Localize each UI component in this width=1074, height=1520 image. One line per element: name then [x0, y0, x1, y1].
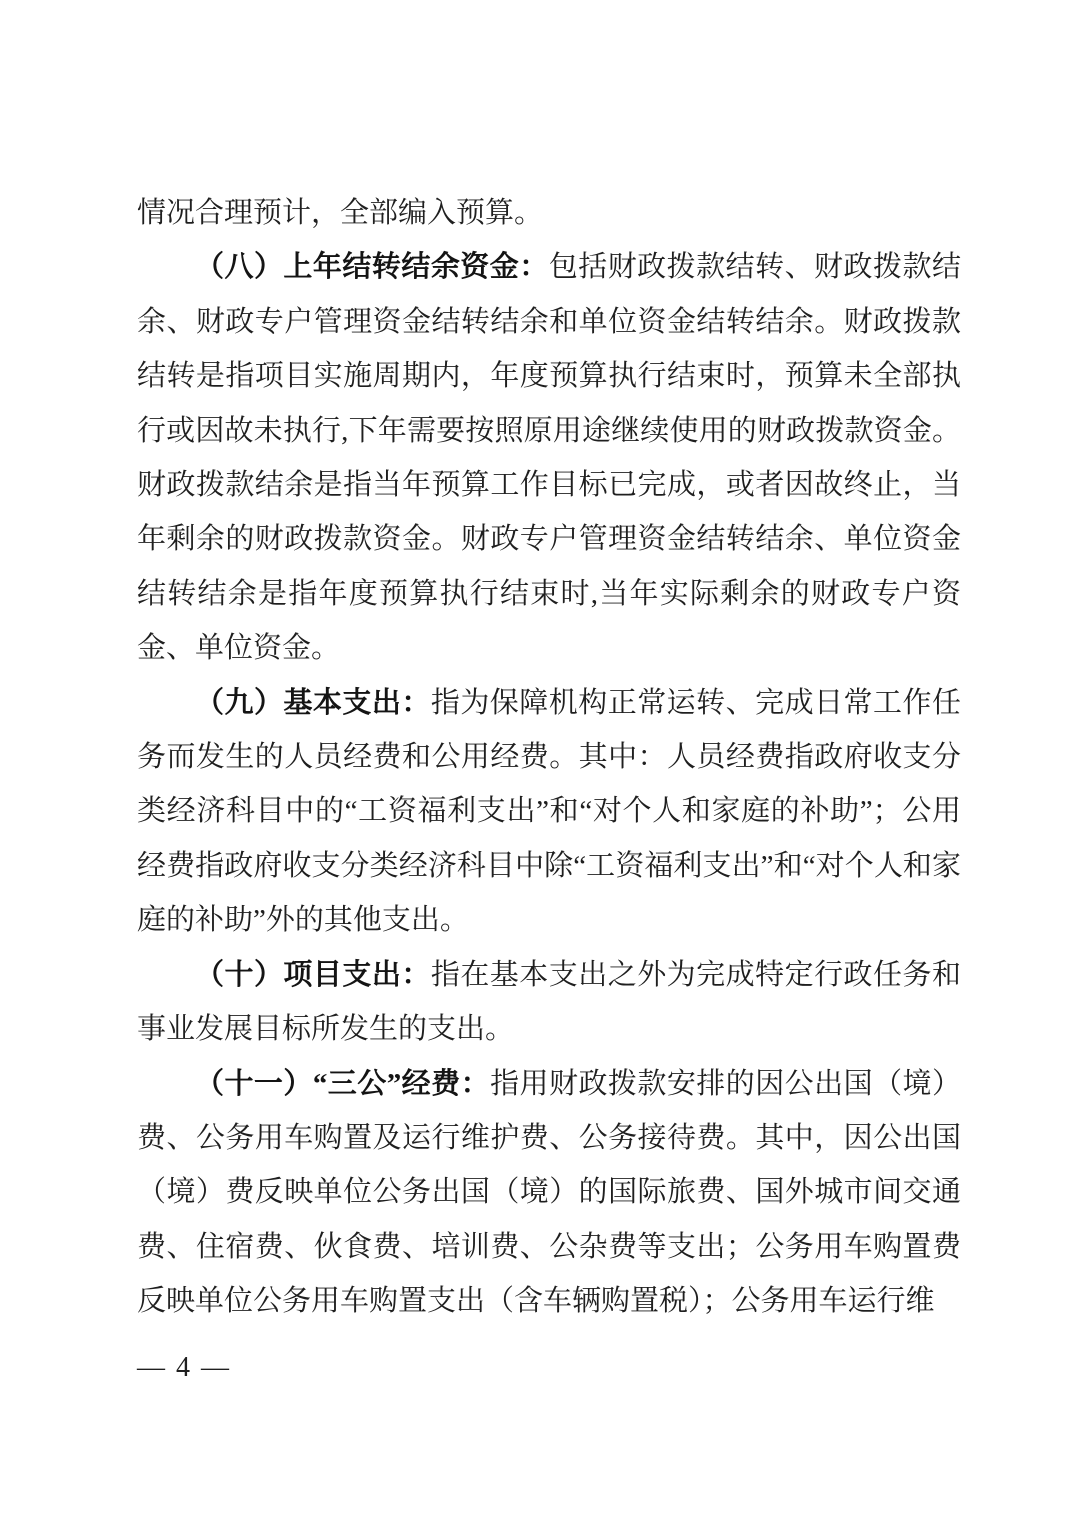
paragraph-item-10 [137, 948, 961, 1057]
paragraph-heading: （九）基本支出： [195, 686, 431, 719]
paragraph-heading: （八）上年结转结余资金： [195, 251, 549, 284]
paragraph-text: 包括财政拨款结转、财政拨款结余、财政专户管理资金结转结余和单位资金结转结余。财政拨款结转是指项目实施周期内，年度预算执行结束时，预算未全部执行或因故未执行,下年需要按照原用途继续使用的财政拨款资金。财政拨款结余是指当年预算工作目标已完成，或者因故终止，当年剩余的财政拨款资金。财政专户管理资金结转结余、单位资金结转结余是指年度预算执行结束时,当年实际剩余的财政专户资金、单位资金。 [137, 251, 961, 665]
paragraph-item-8 [137, 240, 961, 675]
paragraph-heading: （十）项目支出： [195, 958, 431, 991]
page-number: — 4 — [137, 1352, 231, 1383]
page-footer [137, 1348, 231, 1388]
paragraph-item-9 [137, 676, 961, 948]
paragraph-text: 指在基本支出之外为完成特定行政任务和事业发展目标所发生的支出。 [137, 958, 961, 1046]
paragraph-text: 指为保障机构正常运转、完成日常工作任务而发生的人员经费和公用经费。其中：人员经费指政府收支分类经济科目中的“工资福利支出”和“对个人和家庭的补助”；公用经费指政府收支分类经济科目中除“工资福利支出”和“对个人和家庭的补助”外的其他支出。 [137, 686, 961, 937]
paragraph-heading: （十一）“三公”经费： [195, 1067, 491, 1100]
paragraph-text: 情况合理预计，全部编入预算。 [137, 197, 544, 229]
paragraph-item-11 [137, 1057, 961, 1329]
document-body [137, 186, 961, 1329]
paragraph-continuation [137, 186, 961, 240]
paragraph-text: 指用财政拨款安排的因公出国（境）费、公务用车购置及运行维护费、公务接待费。其中，因公出国（境）费反映单位公务出国（境）的国际旅费、国外城市间交通费、住宿费、伙食费、培训费、公杂费等支出；公务用车购置费反映单位公务用车购置支出（含车辆购置税）；公务用车运行维 [137, 1067, 961, 1318]
